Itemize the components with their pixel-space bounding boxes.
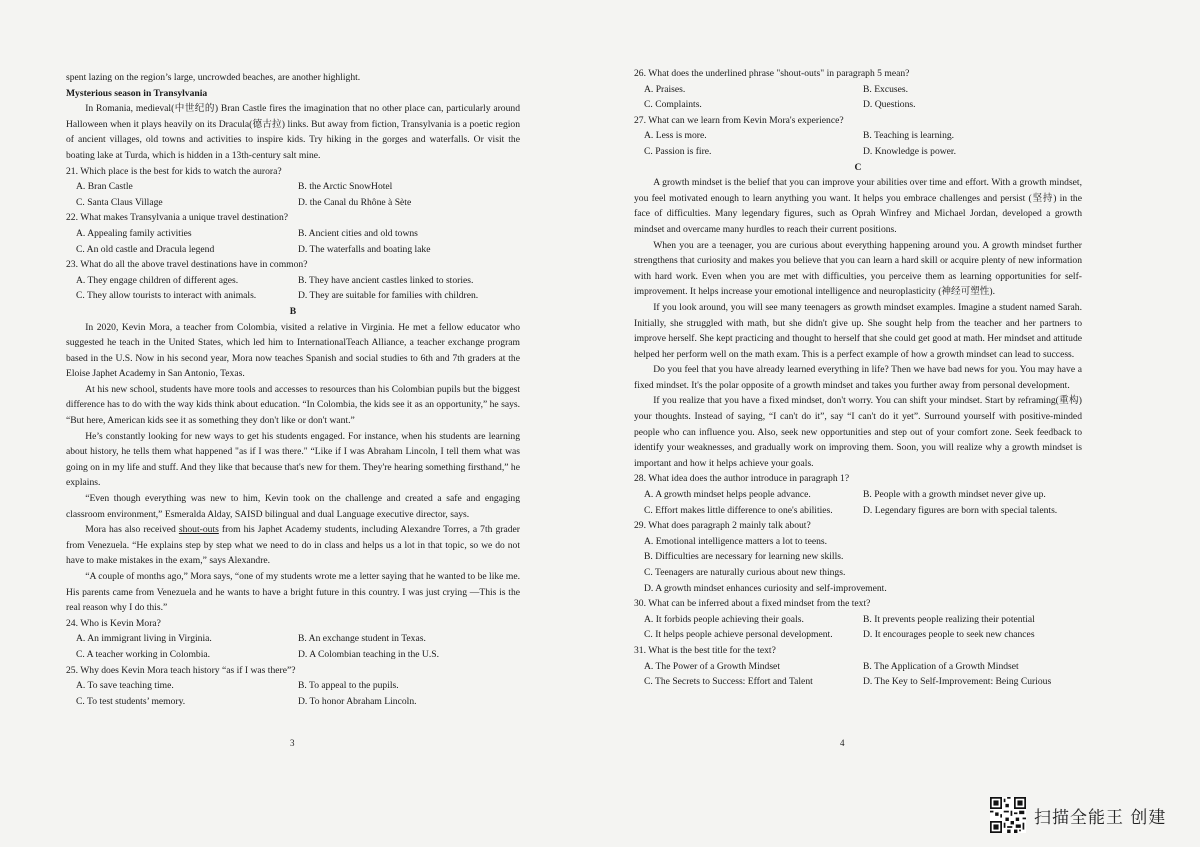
answer-option: A. They engage children of different ages. — [76, 274, 239, 286]
c-paragraph-2: When you are a teenager, you are curious about everything happening around you. A growth mindset further strengthens that curiosity and makes you believe that you can learn a hard skill or acquire plenty of new information with hard work. Even when you are met with difficulties, you perceive them as learning opportunities for self-improvement. It helps increase your emotional intelligence and neuroplasticity (神经可塑性). — [634, 239, 1082, 298]
b-paragraph-2: At his new school, students have more tools and accesses to resources than his Colombian pupils but the biggest difference has to do with the way kids think about education. “In Colombia, the kids see it as an opportunity,” he says. “But here, American kids see it as something they don't like or don't want.” — [66, 383, 521, 427]
answer-option: B. They have ancient castles linked to stories. — [298, 274, 474, 286]
answer-option: C. Effort makes little difference to one's abilities. — [644, 504, 833, 516]
question-stem: 27. What can we learn from Kevin Mora's experience? — [634, 114, 844, 126]
answer-option: B. It prevents people realizing their potential — [863, 613, 1035, 625]
section-b-heading: B — [289, 305, 297, 317]
answer-option: B. To appeal to the pupils. — [298, 680, 399, 692]
transylvania-heading: Mysterious season in Transylvania — [66, 87, 208, 99]
question-stem: 22. What makes Transylvania a unique travel destination? — [66, 212, 289, 224]
scanner-watermark-text: 扫描全能王 创建 — [1034, 807, 1167, 828]
answer-option: B. People with a growth mindset never give up. — [863, 489, 1046, 501]
answer-option: D. The Key to Self-Improvement: Being Curious — [863, 676, 1052, 688]
answer-options — [634, 659, 1082, 690]
answer-option: C. Teenagers are naturally curious about new things. — [644, 567, 846, 578]
answer-options — [634, 487, 1082, 518]
answer-option: D. The waterfalls and boating lake — [298, 243, 431, 255]
question-stem: 29. What does paragraph 2 mainly talk about? — [634, 520, 811, 532]
b-paragraph-6: “A couple of months ago,” Mora says, “one of my students wrote me a letter saying that he wanted to be like me. His parents came from Venezuela and he wants to have a bright future in this country. I was just crying —This is the real reason why I do this.” — [66, 571, 520, 614]
question-stem: 23. What do all the above travel destinations have in common? — [66, 259, 308, 271]
intro-tail: spent lazing on the region’s large, uncrowded beaches, are another highlight. — [66, 72, 361, 83]
answer-options — [634, 82, 1082, 113]
questions-21-23 — [66, 164, 520, 304]
answer-options — [66, 678, 520, 709]
answer-option: D. the Canal du Rhône à Sète — [298, 196, 412, 208]
answer-option: D. Legendary figures are born with special talents. — [863, 504, 1058, 516]
page-number-right: 4 — [840, 738, 845, 748]
answer-option: C. They allow tourists to interact with animals. — [76, 290, 257, 302]
question-stem: 25. Why does Kevin Mora teach history “as if I was there”? — [66, 664, 296, 676]
answer-option: A. Less is more. — [644, 130, 707, 142]
answer-option: A. A growth mindset helps people advance. — [644, 489, 811, 501]
scanner-watermark — [990, 797, 1166, 833]
answer-option: C. It helps people achieve personal development. — [644, 629, 833, 641]
answer-option: C. Complaints. — [644, 99, 702, 111]
c-paragraph-1: A growth mindset is the belief that you can improve your abilities over time and effort. With a growth mindset, you feel motivated enough to learn anything you want. It helps you embrace challenges and persist (坚持) in the face of difficulties. Many legendary figures, such as Oprah Winfrey and Michael Jordan, developed a growth mindset and overcame many hurdles to reach their current positions. — [634, 177, 1082, 235]
answer-option: A. Bran Castle — [76, 181, 133, 193]
answer-option: D. A growth mindset enhances curiosity and self-improvement. — [644, 582, 887, 594]
b-paragraph-5-start: Mora has also received — [85, 524, 179, 536]
c-paragraph-4: Do you feel that you have already learned everything in life? Then we have bad news for you. You may have a fixed mindset. It's the polar opposite of a growth mindset and takes you further away from personal development. — [634, 364, 1082, 391]
answer-option: A. It forbids people achieving their goals. — [644, 613, 804, 625]
answer-options — [66, 179, 520, 210]
c-paragraph-3: If you look around, you will see many teenagers as growth mindset examples. Imagine a student named Sarah. Initially, she struggled with math, but she didn't give up. She sought help from the teacher and her partners to improve herself. She kept practicing and thought to herself that she could get good at math. Her mindset and attitude helped her perform well on the math exam. This is a perfect example of how a growth mindset can lead to success. — [634, 301, 1082, 360]
answer-option: D. It encourages people to seek new chances — [863, 629, 1035, 641]
answer-option: A. An immigrant living in Virginia. — [76, 633, 212, 645]
answer-options — [66, 631, 520, 662]
left-column — [66, 70, 520, 709]
answer-option: C. Santa Claus Village — [76, 196, 163, 208]
answer-options — [634, 612, 1082, 643]
answer-option: B. An exchange student in Texas. — [298, 633, 426, 645]
answer-option: B. the Arctic SnowHotel — [298, 181, 393, 193]
b-paragraph-5-end: from his Japhet Academy students, including Alexandre Torres, a 7th grader from Venezuela. “He explains step by step what we need to do in class and helps us a lot in that topic, so we do not have to make mistakes in the exam,” says Alexandre. — [66, 524, 520, 567]
answer-option: B. Excuses. — [863, 83, 909, 95]
answer-options — [66, 226, 520, 257]
answer-option: A. Praises. — [644, 83, 686, 95]
question-stem: 30. What can be inferred about a fixed mindset from the text? — [634, 598, 871, 610]
right-column — [634, 66, 1082, 690]
answer-option: C. An old castle and Dracula legend — [76, 243, 215, 255]
questions-28-31 — [634, 471, 1082, 689]
questions-26-27 — [634, 66, 1082, 160]
answer-options — [634, 534, 1082, 596]
answer-option: D. A Colombian teaching in the U.S. — [298, 648, 439, 660]
question-stem: 26. What does the underlined phrase "shout-outs" in paragraph 5 mean? — [634, 68, 910, 79]
answer-option: C. To test students’ memory. — [76, 695, 186, 707]
answer-option: B. Teaching is learning. — [863, 130, 955, 142]
answer-option: D. They are suitable for families with children. — [298, 290, 479, 302]
answer-options — [66, 273, 520, 304]
b-paragraph-3: He’s constantly looking for new ways to get his students engaged. For instance, when his students are learning about history, he tells them what happened "as if I was there." “Like if I was Abraham Lincoln, I tell them what was going on in my life and stuff. And they like that because that's new for them. They're hearing something firsthand,” he explains. — [66, 430, 520, 489]
answer-option: D. To honor Abraham Lincoln. — [298, 695, 417, 707]
question-stem: 28. What idea does the author introduce in paragraph 1? — [634, 473, 850, 485]
b-paragraph-5 — [66, 522, 520, 569]
answer-option: C. The Secrets to Success: Effort and Talent — [644, 676, 813, 688]
answer-option: B. The Application of a Growth Mindset — [863, 660, 1019, 672]
answer-option: C. Passion is fire. — [644, 145, 712, 157]
answer-options — [634, 128, 1082, 159]
answer-option: A. Appealing family activities — [76, 227, 192, 239]
question-stem: 24. Who is Kevin Mora? — [66, 617, 161, 629]
answer-option: D. Knowledge is power. — [863, 145, 956, 157]
section-c-heading: C — [854, 161, 862, 173]
question-stem: 21. Which place is the best for kids to watch the aurora? — [66, 165, 282, 177]
b-paragraph-4: “Even though everything was new to him, Kevin took on the challenge and created a safe and engaging classroom environment,” Esmeralda Alday, SAISD bilingual and dual Language executive director, says. — [66, 493, 520, 520]
question-stem: 31. What is the best title for the text? — [634, 644, 776, 656]
answer-option: B. Difficulties are necessary for learning new skills. — [644, 551, 844, 563]
questions-24-25 — [66, 616, 520, 710]
c-paragraph-5: If you realize that you have a fixed mindset, don't worry. You can shift your mindset. Start by reframing(重构) your thoughts. Instead of saying, “I can't do it”, say “I can't do it yet”. Surround yourself with positive-minded people who can influence you. Also, seek new opportunities and step out of your comfort zone. Seek feedback to identify your weaknesses, and gradually work on improving them. Soon, you will realize why a growth mindset is important and how it helps achieve your goals. — [634, 395, 1082, 469]
answer-option: A. Emotional intelligence matters a lot to teens. — [644, 535, 828, 547]
answer-option: A. The Power of a Growth Mindset — [644, 660, 780, 672]
page-number-left: 3 — [290, 738, 295, 748]
answer-option: C. A teacher working in Colombia. — [76, 648, 211, 660]
transylvania-paragraph: In Romania, medieval(中世纪的) Bran Castle fires the imagination that no other place can, particularly around Halloween when it plays heavily on its Dracula(德古拉) links. But away from fiction, Transylvania is a poetic region of ancient villages, old towns and activities to inspire kids. Try hiking in the gorges and waterfalls. Or visit the boating lake at Turda, which is hidden in a 13th-century salt mine. — [66, 103, 520, 161]
underlined-phrase: shout-outs — [178, 524, 219, 536]
answer-option: B. Ancient cities and old towns — [298, 227, 418, 239]
page-right — [600, 0, 1200, 847]
answer-option: A. To save teaching time. — [76, 680, 174, 692]
qr-code-icon — [990, 797, 1026, 833]
answer-option: D. Questions. — [863, 99, 916, 111]
b-paragraph-1: In 2020, Kevin Mora, a teacher from Colombia, visited a relative in Virginia. He met a fellow educator who suggested he teach in the United States, which led him to InternationalTeach Alliance, a teacher exchange program based in the U.S. Now in his second year, Mora now teaches Spanish and social studies to 6th and 7th graders at the Eloise Japhet Academy in San Antonio, Texas. — [66, 321, 520, 380]
